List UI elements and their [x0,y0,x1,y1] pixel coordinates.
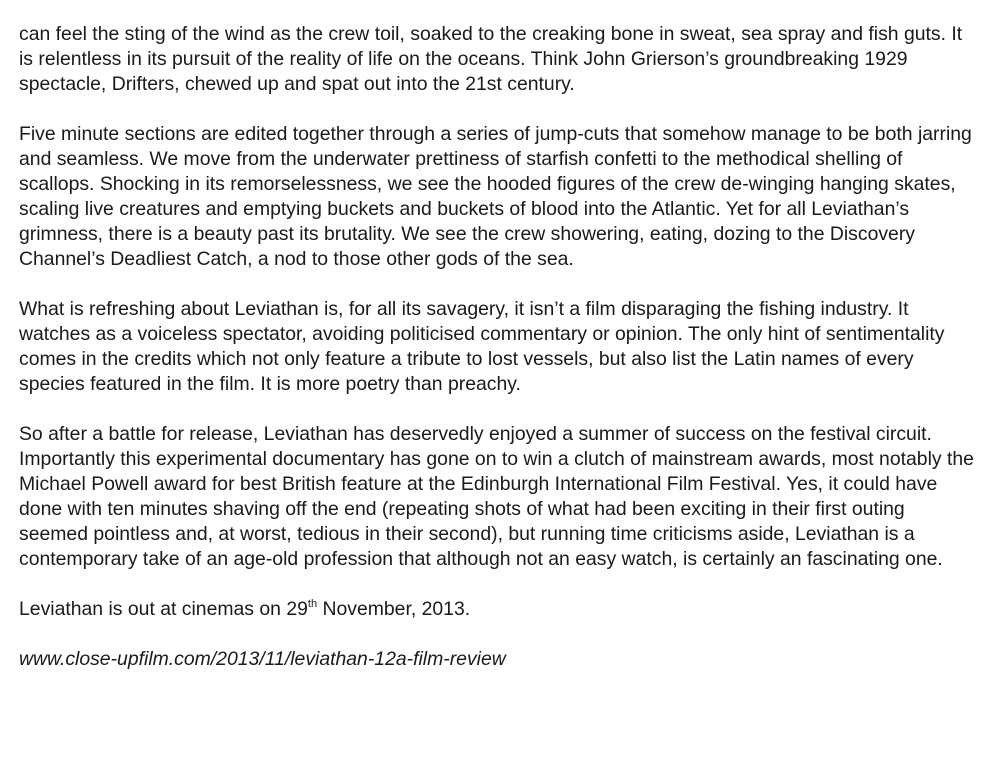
source-url: www.close-upfilm.com/2013/11/leviathan-12a-film-review [19,648,506,670]
paragraph-3: What is refreshing about Leviathan is, for all its savagery, it isn’t a film disparaging the fishing industry. It watches as a voiceless spectator, avoiding politicised commentary or opinion. The only hint of sentimentality comes in the credits which not only feature a tribute to lost vessels, but also list the Latin names of every species featured in the film. It is more poetry than preachy. [19,298,945,395]
release-date: November, 2013. [317,598,471,620]
paragraph-1: can feel the sting of the wind as the crew toil, soaked to the creaking bone in sweat, sea spray and fish guts. It is relentless in its pursuit of the reality of life on the oceans. Think John Grierson’s groundbreaking 1929 spectacle, Drifters, chewed up and spat out into the 21st century. [19,23,963,95]
release-text: Leviathan is out at cinemas on 29 [19,598,308,620]
article-body [19,22,979,672]
paragraph-4: So after a battle for release, Leviathan has deservedly enjoyed a summer of success on the festival circuit. Importantly this experimental documentary has gone on to win a clutch of mainstream awards, most notably the Michael Powell award for best British feature at the Edinburgh International Film Festival. Yes, it could have done with ten minutes shaving off the end (repeating shots of what had been exciting in their first outing seemed pointless and, at worst, tedious in their second), but running time criticisms aside, Leviathan is a contemporary take of an age-old profession that although not an easy watch, is certainly an fascinating one. [19,423,974,570]
release-ordinal: th [307,597,318,610]
release-date-line [19,597,979,622]
paragraph-2: Five minute sections are edited together through a series of jump-cuts that somehow manage to be both jarring and seamless. We move from the underwater prettiness of starfish confetti to the methodical shelling of scallops. Shocking in its remorselessness, we see the hooded figures of the crew de-winging hanging skates, scaling live creatures and emptying buckets and buckets of blood into the Atlantic. Yet for all Leviathan’s grimness, there is a beauty past its brutality. We see the crew showering, eating, dozing to the Discovery Channel’s Deadliest Catch, a nod to those other gods of the sea. [19,123,972,270]
